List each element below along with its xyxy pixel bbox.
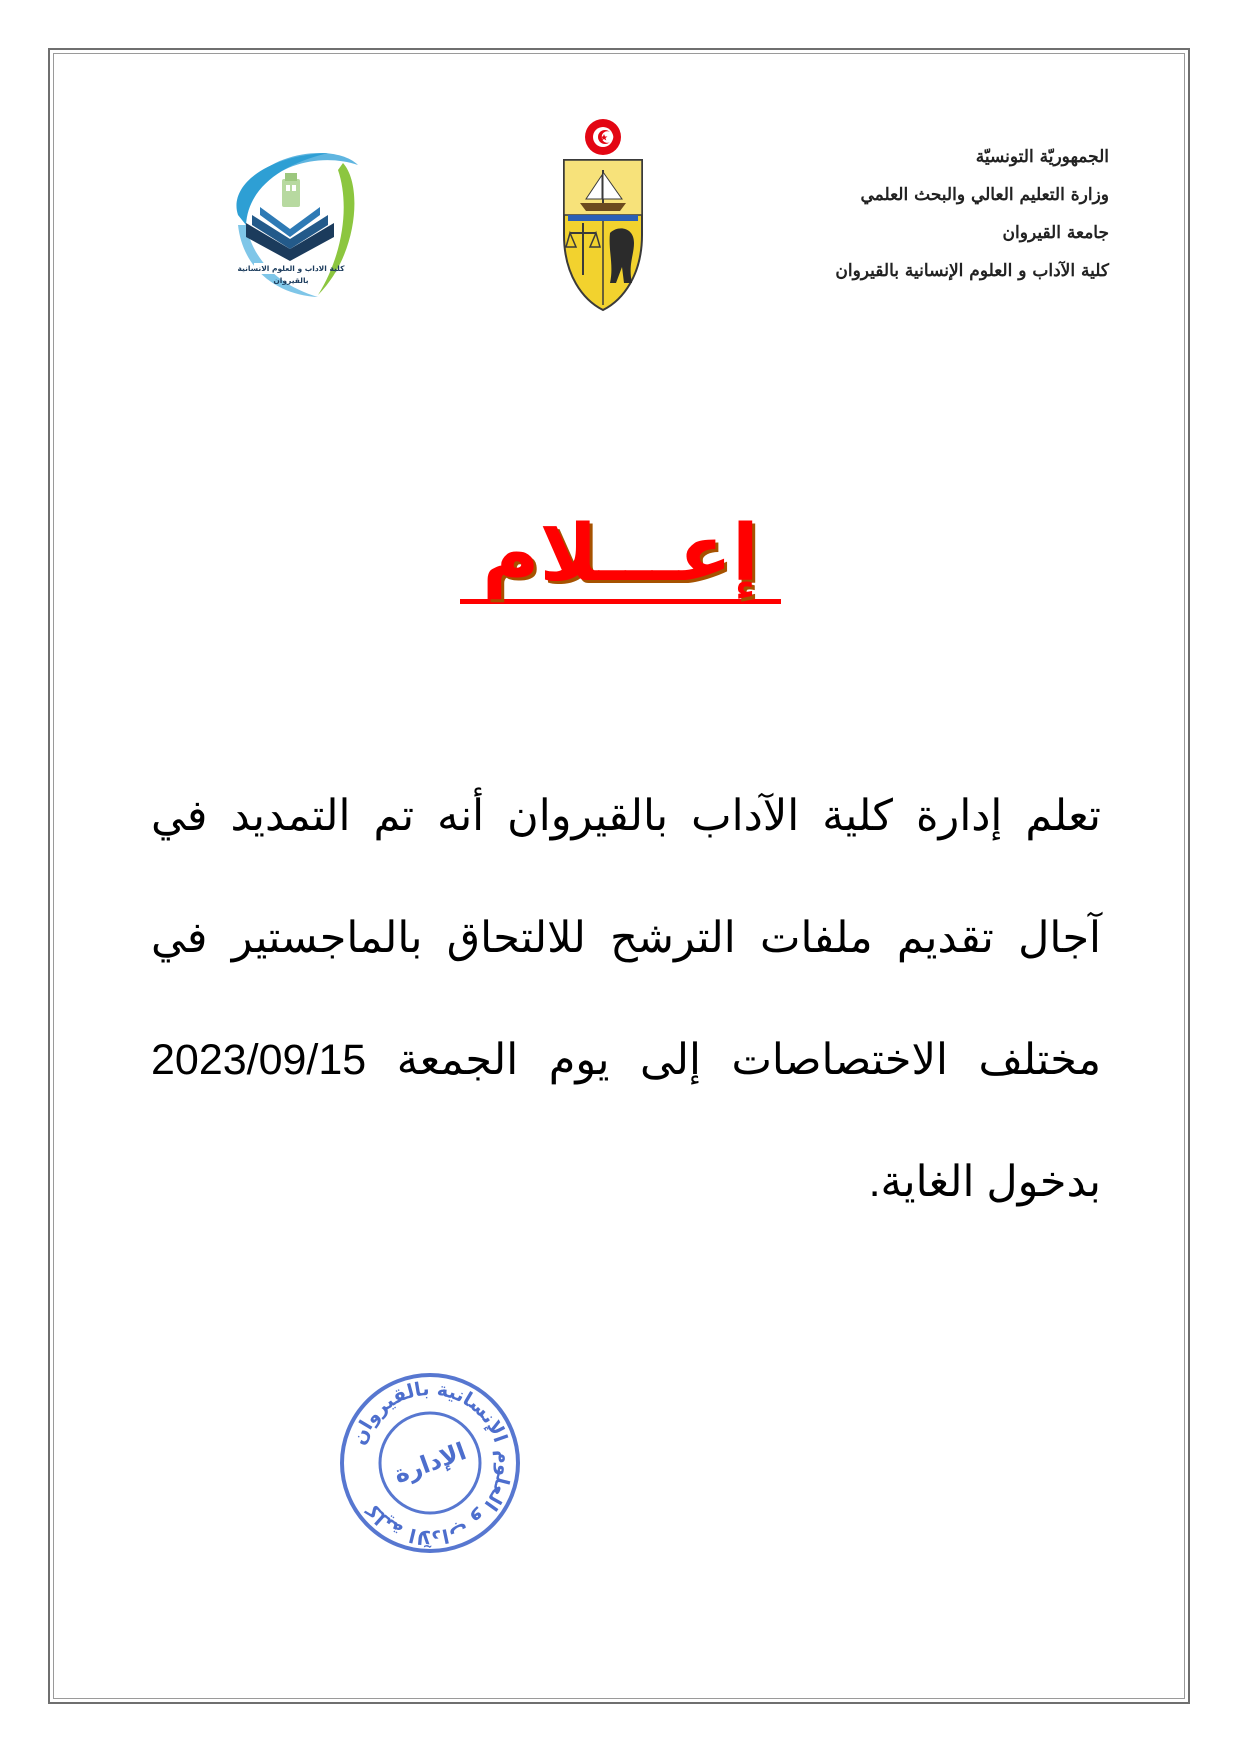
header-line-republic: الجمهوريّة التونسيّة <box>975 147 1109 167</box>
header-line-faculty: كلية الآداب و العلوم الإنسانية بالقيروان <box>835 261 1109 281</box>
header-line-university: جامعة القيروان <box>1002 223 1109 243</box>
header-line-ministry: وزارة التعليم العالي والبحث العلمي <box>860 185 1109 205</box>
faculty-logo-text-1: كلية الاداب و العلوم الانسانية <box>237 264 345 273</box>
announcement-title <box>0 509 1241 604</box>
announcement-body: تعلم إدارة كلية الآداب بالقيروان أنه تم التمديد في آجال تقديم ملفات الترشح للالتحاق بالماجستير في مختلف الاختصاصات إلى يوم الجمعة 2023/09/15 بدخول الغاية. <box>151 792 1101 1206</box>
faculty-logo-icon <box>218 145 368 305</box>
tunisia-coat-of-arms-icon <box>558 115 648 315</box>
institution-header <box>729 138 1109 290</box>
stamp-center-text: الإدارة <box>390 1437 470 1489</box>
official-stamp-icon <box>335 1368 525 1558</box>
announcement-title-text: إعـــلام <box>460 515 780 604</box>
faculty-logo-text-2: بالقيروان <box>273 276 309 285</box>
stamp-ring-text: كلية الآداب و العلوم الإنسانية بالقيروان <box>347 1377 516 1549</box>
